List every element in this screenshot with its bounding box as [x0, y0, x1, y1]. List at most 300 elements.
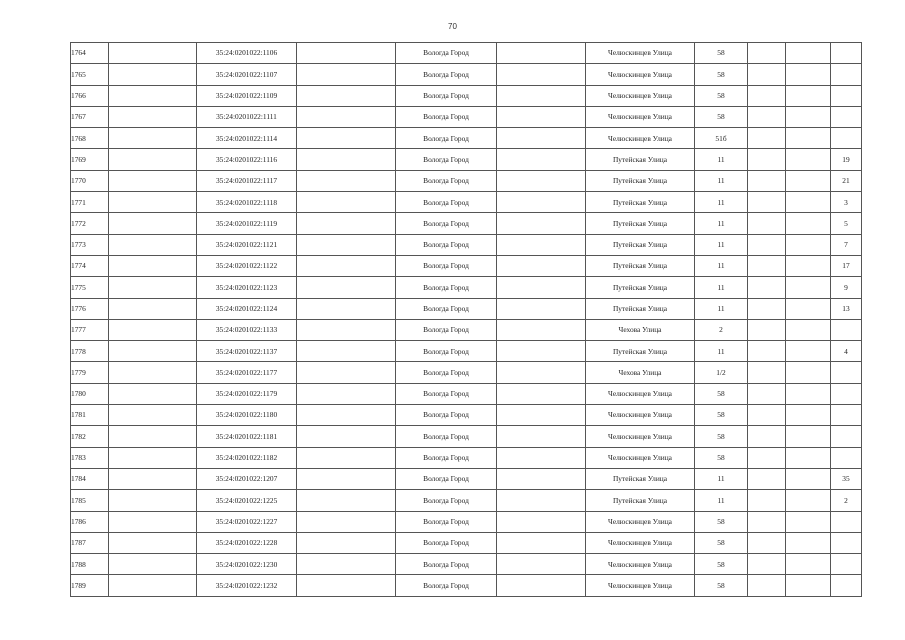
house-number-cell: 51б — [695, 128, 748, 149]
cadastral-number-cell: 35:24:0201022:1179 — [197, 383, 297, 404]
empty-cell — [497, 255, 586, 276]
empty-cell — [786, 298, 831, 319]
row-number-cell: 1775 — [71, 277, 109, 298]
city-cell: Вологда Город — [396, 43, 497, 64]
cadastral-number-cell: 35:24:0201022:1106 — [197, 43, 297, 64]
house-number-cell: 2 — [695, 319, 748, 340]
flat-number-cell — [831, 447, 862, 468]
street-cell: Путейская Улица — [586, 468, 695, 489]
empty-cell — [748, 234, 786, 255]
empty-cell — [109, 106, 197, 127]
row-number-cell: 1784 — [71, 468, 109, 489]
city-cell: Вологда Город — [396, 149, 497, 170]
street-cell: Челюскинцев Улица — [586, 43, 695, 64]
cadastral-number-cell: 35:24:0201022:1230 — [197, 554, 297, 575]
street-cell: Челюскинцев Улица — [586, 64, 695, 85]
house-number-cell: 11 — [695, 192, 748, 213]
cadastral-number-cell: 35:24:0201022:1133 — [197, 319, 297, 340]
empty-cell — [297, 277, 396, 298]
cadastral-number-cell: 35:24:0201022:1225 — [197, 490, 297, 511]
cadastral-number-cell: 35:24:0201022:1121 — [197, 234, 297, 255]
street-cell: Путейская Улица — [586, 255, 695, 276]
table-row — [71, 575, 862, 596]
row-number-cell: 1782 — [71, 426, 109, 447]
row-number-cell: 1771 — [71, 192, 109, 213]
empty-cell — [297, 490, 396, 511]
empty-cell — [297, 575, 396, 596]
flat-number-cell: 13 — [831, 298, 862, 319]
empty-cell — [748, 532, 786, 553]
row-number-cell: 1789 — [71, 575, 109, 596]
empty-cell — [297, 341, 396, 362]
city-cell: Вологда Город — [396, 447, 497, 468]
empty-cell — [297, 319, 396, 340]
empty-cell — [786, 341, 831, 362]
empty-cell — [748, 298, 786, 319]
empty-cell — [297, 554, 396, 575]
city-cell: Вологда Город — [396, 128, 497, 149]
empty-cell — [497, 64, 586, 85]
empty-cell — [497, 298, 586, 319]
street-cell: Путейская Улица — [586, 341, 695, 362]
empty-cell — [109, 405, 197, 426]
cadastral-number-cell: 35:24:0201022:1122 — [197, 255, 297, 276]
empty-cell — [297, 532, 396, 553]
house-number-cell: 11 — [695, 234, 748, 255]
empty-cell — [297, 106, 396, 127]
empty-cell — [297, 192, 396, 213]
street-cell: Челюскинцев Улица — [586, 383, 695, 404]
empty-cell — [109, 575, 197, 596]
house-number-cell: 58 — [695, 532, 748, 553]
empty-cell — [497, 532, 586, 553]
house-number-cell: 58 — [695, 554, 748, 575]
empty-cell — [497, 170, 586, 191]
street-cell: Челюскинцев Улица — [586, 405, 695, 426]
city-cell: Вологда Город — [396, 234, 497, 255]
empty-cell — [748, 170, 786, 191]
cadastral-number-cell: 35:24:0201022:1124 — [197, 298, 297, 319]
row-number-cell: 1765 — [71, 64, 109, 85]
house-number-cell: 58 — [695, 85, 748, 106]
empty-cell — [297, 298, 396, 319]
empty-cell — [748, 362, 786, 383]
flat-number-cell — [831, 43, 862, 64]
street-cell: Челюскинцев Улица — [586, 128, 695, 149]
empty-cell — [497, 426, 586, 447]
page-number: 70 — [448, 22, 457, 31]
house-number-cell: 58 — [695, 64, 748, 85]
street-cell: Путейская Улица — [586, 192, 695, 213]
cadastral-number-cell: 35:24:0201022:1111 — [197, 106, 297, 127]
row-number-cell: 1766 — [71, 85, 109, 106]
empty-cell — [109, 490, 197, 511]
empty-cell — [786, 490, 831, 511]
empty-cell — [786, 319, 831, 340]
empty-cell — [786, 277, 831, 298]
empty-cell — [497, 341, 586, 362]
cadastral-number-cell: 35:24:0201022:1116 — [197, 149, 297, 170]
street-cell: Челюскинцев Улица — [586, 85, 695, 106]
empty-cell — [748, 468, 786, 489]
empty-cell — [109, 298, 197, 319]
street-cell: Челюскинцев Улица — [586, 532, 695, 553]
empty-cell — [109, 532, 197, 553]
house-number-cell: 11 — [695, 490, 748, 511]
flat-number-cell: 7 — [831, 234, 862, 255]
city-cell: Вологда Город — [396, 468, 497, 489]
empty-cell — [297, 468, 396, 489]
street-cell: Путейская Улица — [586, 234, 695, 255]
empty-cell — [786, 405, 831, 426]
empty-cell — [748, 85, 786, 106]
empty-cell — [109, 383, 197, 404]
empty-cell — [748, 554, 786, 575]
cadastral-number-cell: 35:24:0201022:1137 — [197, 341, 297, 362]
empty-cell — [748, 255, 786, 276]
table-row — [71, 106, 862, 127]
empty-cell — [297, 362, 396, 383]
empty-cell — [786, 213, 831, 234]
table-row — [71, 532, 862, 553]
flat-number-cell — [831, 426, 862, 447]
empty-cell — [109, 255, 197, 276]
empty-cell — [748, 106, 786, 127]
cadastral-number-cell: 35:24:0201022:1118 — [197, 192, 297, 213]
empty-cell — [297, 447, 396, 468]
empty-cell — [497, 234, 586, 255]
flat-number-cell — [831, 383, 862, 404]
flat-number-cell: 5 — [831, 213, 862, 234]
empty-cell — [497, 319, 586, 340]
flat-number-cell — [831, 405, 862, 426]
empty-cell — [748, 149, 786, 170]
empty-cell — [786, 575, 831, 596]
empty-cell — [109, 447, 197, 468]
row-number-cell: 1779 — [71, 362, 109, 383]
empty-cell — [748, 490, 786, 511]
cadastral-number-cell: 35:24:0201022:1119 — [197, 213, 297, 234]
empty-cell — [748, 277, 786, 298]
table-row — [71, 490, 862, 511]
registry-table — [70, 42, 862, 597]
row-number-cell: 1768 — [71, 128, 109, 149]
empty-cell — [497, 213, 586, 234]
empty-cell — [497, 192, 586, 213]
table-row — [71, 341, 862, 362]
empty-cell — [297, 213, 396, 234]
empty-cell — [297, 511, 396, 532]
table-body — [71, 43, 862, 597]
empty-cell — [497, 85, 586, 106]
street-cell: Челюскинцев Улица — [586, 426, 695, 447]
flat-number-cell: 3 — [831, 192, 862, 213]
empty-cell — [748, 192, 786, 213]
city-cell: Вологда Город — [396, 362, 497, 383]
empty-cell — [109, 426, 197, 447]
table-row — [71, 64, 862, 85]
empty-cell — [497, 405, 586, 426]
street-cell: Путейская Улица — [586, 170, 695, 191]
empty-cell — [109, 149, 197, 170]
street-cell: Челюскинцев Улица — [586, 106, 695, 127]
empty-cell — [109, 554, 197, 575]
empty-cell — [786, 426, 831, 447]
row-number-cell: 1778 — [71, 341, 109, 362]
empty-cell — [748, 447, 786, 468]
row-number-cell: 1772 — [71, 213, 109, 234]
row-number-cell: 1781 — [71, 405, 109, 426]
empty-cell — [297, 149, 396, 170]
empty-cell — [497, 362, 586, 383]
flat-number-cell: 9 — [831, 277, 862, 298]
house-number-cell: 58 — [695, 383, 748, 404]
empty-cell — [748, 426, 786, 447]
empty-cell — [297, 128, 396, 149]
empty-cell — [786, 468, 831, 489]
empty-cell — [786, 149, 831, 170]
house-number-cell: 58 — [695, 43, 748, 64]
city-cell: Вологда Город — [396, 511, 497, 532]
city-cell: Вологда Город — [396, 532, 497, 553]
empty-cell — [297, 255, 396, 276]
row-number-cell: 1785 — [71, 490, 109, 511]
cadastral-number-cell: 35:24:0201022:1107 — [197, 64, 297, 85]
table-row — [71, 426, 862, 447]
table-row — [71, 43, 862, 64]
empty-cell — [497, 490, 586, 511]
flat-number-cell — [831, 319, 862, 340]
city-cell: Вологда Город — [396, 490, 497, 511]
flat-number-cell — [831, 575, 862, 596]
table-row — [71, 511, 862, 532]
flat-number-cell: 21 — [831, 170, 862, 191]
table-row — [71, 277, 862, 298]
house-number-cell: 58 — [695, 106, 748, 127]
cadastral-number-cell: 35:24:0201022:1232 — [197, 575, 297, 596]
house-number-cell: 58 — [695, 575, 748, 596]
empty-cell — [109, 64, 197, 85]
cadastral-number-cell: 35:24:0201022:1182 — [197, 447, 297, 468]
empty-cell — [109, 170, 197, 191]
empty-cell — [748, 383, 786, 404]
empty-cell — [109, 319, 197, 340]
empty-cell — [497, 447, 586, 468]
empty-cell — [786, 447, 831, 468]
empty-cell — [786, 170, 831, 191]
table-row — [71, 447, 862, 468]
empty-cell — [109, 511, 197, 532]
row-number-cell: 1776 — [71, 298, 109, 319]
city-cell: Вологда Город — [396, 383, 497, 404]
row-number-cell: 1788 — [71, 554, 109, 575]
row-number-cell: 1777 — [71, 319, 109, 340]
empty-cell — [109, 213, 197, 234]
flat-number-cell — [831, 362, 862, 383]
empty-cell — [297, 383, 396, 404]
table-row — [71, 319, 862, 340]
row-number-cell: 1773 — [71, 234, 109, 255]
empty-cell — [109, 234, 197, 255]
flat-number-cell — [831, 128, 862, 149]
city-cell: Вологда Город — [396, 319, 497, 340]
flat-number-cell — [831, 64, 862, 85]
street-cell: Чехова Улица — [586, 319, 695, 340]
table-row — [71, 383, 862, 404]
flat-number-cell: 35 — [831, 468, 862, 489]
table-row — [71, 128, 862, 149]
flat-number-cell — [831, 511, 862, 532]
empty-cell — [497, 575, 586, 596]
empty-cell — [497, 106, 586, 127]
empty-cell — [297, 85, 396, 106]
empty-cell — [786, 383, 831, 404]
table-row — [71, 362, 862, 383]
street-cell: Путейская Улица — [586, 149, 695, 170]
row-number-cell: 1783 — [71, 447, 109, 468]
empty-cell — [748, 341, 786, 362]
cadastral-number-cell: 35:24:0201022:1177 — [197, 362, 297, 383]
house-number-cell: 11 — [695, 255, 748, 276]
empty-cell — [786, 554, 831, 575]
empty-cell — [109, 341, 197, 362]
empty-cell — [748, 64, 786, 85]
city-cell: Вологда Город — [396, 277, 497, 298]
city-cell: Вологда Город — [396, 85, 497, 106]
row-number-cell: 1786 — [71, 511, 109, 532]
empty-cell — [748, 319, 786, 340]
cadastral-number-cell: 35:24:0201022:1227 — [197, 511, 297, 532]
row-number-cell: 1780 — [71, 383, 109, 404]
flat-number-cell: 4 — [831, 341, 862, 362]
house-number-cell: 11 — [695, 277, 748, 298]
empty-cell — [497, 277, 586, 298]
empty-cell — [748, 405, 786, 426]
house-number-cell: 11 — [695, 149, 748, 170]
house-number-cell: 11 — [695, 341, 748, 362]
house-number-cell: 58 — [695, 511, 748, 532]
empty-cell — [786, 255, 831, 276]
empty-cell — [497, 554, 586, 575]
table-row — [71, 405, 862, 426]
empty-cell — [786, 192, 831, 213]
empty-cell — [497, 511, 586, 532]
street-cell: Путейская Улица — [586, 277, 695, 298]
table-row — [71, 213, 862, 234]
empty-cell — [109, 468, 197, 489]
empty-cell — [786, 64, 831, 85]
empty-cell — [109, 85, 197, 106]
street-cell: Чехова Улица — [586, 362, 695, 383]
empty-cell — [297, 234, 396, 255]
empty-cell — [748, 213, 786, 234]
empty-cell — [497, 468, 586, 489]
empty-cell — [297, 405, 396, 426]
street-cell: Путейская Улица — [586, 490, 695, 511]
row-number-cell: 1764 — [71, 43, 109, 64]
empty-cell — [786, 532, 831, 553]
flat-number-cell — [831, 532, 862, 553]
street-cell: Челюскинцев Улица — [586, 554, 695, 575]
flat-number-cell: 19 — [831, 149, 862, 170]
city-cell: Вологда Город — [396, 255, 497, 276]
house-number-cell: 58 — [695, 405, 748, 426]
cadastral-number-cell: 35:24:0201022:1207 — [197, 468, 297, 489]
table-row — [71, 298, 862, 319]
empty-cell — [497, 128, 586, 149]
table-row — [71, 85, 862, 106]
empty-cell — [109, 362, 197, 383]
table-row — [71, 234, 862, 255]
flat-number-cell — [831, 85, 862, 106]
house-number-cell: 11 — [695, 213, 748, 234]
empty-cell — [748, 128, 786, 149]
empty-cell — [497, 149, 586, 170]
row-number-cell: 1787 — [71, 532, 109, 553]
cadastral-number-cell: 35:24:0201022:1181 — [197, 426, 297, 447]
cadastral-number-cell: 35:24:0201022:1123 — [197, 277, 297, 298]
empty-cell — [297, 426, 396, 447]
city-cell: Вологда Город — [396, 554, 497, 575]
table-row — [71, 554, 862, 575]
empty-cell — [297, 170, 396, 191]
table-row — [71, 170, 862, 191]
cadastral-number-cell: 35:24:0201022:1109 — [197, 85, 297, 106]
city-cell: Вологда Город — [396, 298, 497, 319]
city-cell: Вологда Город — [396, 405, 497, 426]
empty-cell — [109, 128, 197, 149]
row-number-cell: 1769 — [71, 149, 109, 170]
house-number-cell: 11 — [695, 298, 748, 319]
flat-number-cell: 17 — [831, 255, 862, 276]
city-cell: Вологда Город — [396, 170, 497, 191]
table-row — [71, 255, 862, 276]
street-cell: Челюскинцев Улица — [586, 511, 695, 532]
empty-cell — [109, 192, 197, 213]
house-number-cell: 11 — [695, 468, 748, 489]
empty-cell — [786, 234, 831, 255]
empty-cell — [786, 106, 831, 127]
empty-cell — [497, 43, 586, 64]
city-cell: Вологда Город — [396, 575, 497, 596]
street-cell: Челюскинцев Улица — [586, 575, 695, 596]
flat-number-cell — [831, 106, 862, 127]
street-cell: Челюскинцев Улица — [586, 447, 695, 468]
city-cell: Вологда Город — [396, 341, 497, 362]
empty-cell — [786, 128, 831, 149]
row-number-cell: 1770 — [71, 170, 109, 191]
city-cell: Вологда Город — [396, 64, 497, 85]
city-cell: Вологда Город — [396, 213, 497, 234]
empty-cell — [109, 43, 197, 64]
street-cell: Путейская Улица — [586, 298, 695, 319]
cadastral-number-cell: 35:24:0201022:1114 — [197, 128, 297, 149]
row-number-cell: 1767 — [71, 106, 109, 127]
street-cell: Путейская Улица — [586, 213, 695, 234]
row-number-cell: 1774 — [71, 255, 109, 276]
empty-cell — [109, 277, 197, 298]
empty-cell — [786, 511, 831, 532]
table-row — [71, 468, 862, 489]
empty-cell — [297, 64, 396, 85]
empty-cell — [748, 43, 786, 64]
house-number-cell: 1/2 — [695, 362, 748, 383]
city-cell: Вологда Город — [396, 106, 497, 127]
empty-cell — [297, 43, 396, 64]
flat-number-cell: 2 — [831, 490, 862, 511]
cadastral-number-cell: 35:24:0201022:1228 — [197, 532, 297, 553]
table-row — [71, 192, 862, 213]
